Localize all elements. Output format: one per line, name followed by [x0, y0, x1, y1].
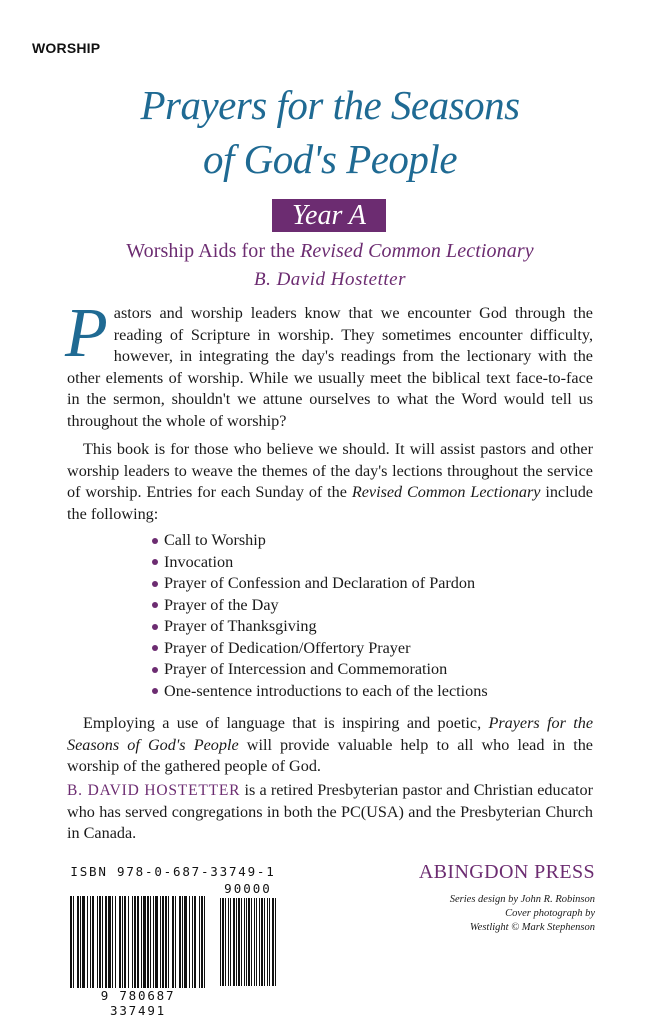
barcode-bar — [128, 896, 129, 988]
list-item — [150, 659, 488, 681]
subtitle — [0, 240, 660, 263]
subtitle-emphasis: Revised Common Lectionary — [300, 240, 534, 262]
barcode-bar — [137, 896, 139, 988]
list-item-label: Invocation — [164, 552, 234, 571]
bullet-icon — [152, 538, 158, 544]
barcode — [68, 864, 288, 1018]
drop-cap: P — [65, 295, 108, 372]
barcode-bar — [97, 896, 98, 988]
barcode-bar — [179, 896, 181, 988]
list-item-label: Prayer of the Day — [164, 595, 279, 614]
barcode-addon-bar — [275, 898, 276, 986]
barcode-addon-digits: 90000 — [224, 881, 272, 896]
barcode-addon-bar — [228, 898, 229, 986]
barcode-addon-bar — [256, 898, 257, 986]
closing-prefix: Employing a use of language that is inspiring and poetic, — [83, 714, 489, 732]
author-name: B. David Hostetter — [253, 269, 406, 290]
feature-list — [150, 530, 488, 702]
category-label: WORSHIP — [32, 40, 101, 56]
barcode-bar — [162, 896, 164, 988]
barcode-bar — [182, 896, 183, 988]
barcode-addon-bar — [267, 898, 268, 986]
barcode-addon-bar — [272, 898, 274, 986]
bullet-icon — [152, 667, 158, 673]
barcode-bar — [175, 896, 176, 988]
barcode-bar — [153, 896, 154, 988]
bullet-icon — [152, 645, 158, 651]
barcode-bar — [147, 896, 149, 988]
barcode-bar — [77, 896, 79, 988]
barcode-addon-bar — [254, 898, 255, 986]
barcode-bar — [172, 896, 174, 988]
list-item-label: Prayer of Intercession and Commemoration — [164, 660, 448, 678]
barcode-bar — [160, 896, 161, 988]
barcode-bar — [189, 896, 190, 988]
bullet-icon — [152, 602, 158, 608]
credit-line: Westlight © Mark Stephenson — [469, 922, 595, 933]
barcode-bar — [112, 896, 113, 988]
barcode-bar — [119, 896, 121, 988]
barcode-addon-bar — [269, 898, 270, 986]
barcode-bar — [141, 896, 142, 988]
barcode-addon-bar — [222, 898, 224, 986]
barcode-bar — [124, 896, 126, 988]
barcode-bar — [105, 896, 107, 988]
closing-paragraph — [67, 713, 593, 778]
barcode-bar — [92, 896, 94, 988]
barcode-addon-bar — [238, 898, 240, 986]
barcode-addon-bar — [220, 898, 221, 986]
barcode-addon-bar — [261, 898, 263, 986]
list-item-label: One-sentence introductions to each of the lections — [164, 681, 488, 700]
barcode-digits: 9 780687 337491 — [100, 988, 176, 1018]
barcode-bar — [122, 896, 123, 988]
book-title — [0, 78, 660, 186]
list-item — [150, 530, 488, 552]
barcode-bar — [80, 896, 81, 988]
title-line-1: Prayers for the Seasons — [140, 82, 520, 128]
isbn-text: ISBN 978-0-687-33749-1 — [70, 864, 276, 879]
credits — [380, 893, 595, 935]
year-badge: Year A — [272, 199, 386, 232]
barcode-addon-bar — [236, 898, 237, 986]
barcode-addon-bar — [264, 898, 265, 986]
barcode-bar — [132, 896, 133, 988]
barcode-addon-bar — [251, 898, 252, 986]
credit-line: Series design by John R. Robinson — [449, 894, 595, 905]
bullet-icon — [152, 581, 158, 587]
barcode-bar — [82, 896, 85, 988]
list-item-label: Prayer of Confession and Declaration of Pardon — [164, 574, 476, 592]
barcode-bar — [99, 896, 101, 988]
list-item-label: Prayer of Thanksgiving — [164, 617, 317, 635]
list-item — [150, 638, 488, 660]
barcode-bar — [165, 896, 167, 988]
purpose-text: This book is for those who believe we should. It will assist pastors and other worship leaders to weave the themes of the day's lections throughout the service of worship. Entries for each Sunday of the — [67, 440, 593, 501]
author-bio — [67, 780, 593, 845]
barcode-addon-bar — [244, 898, 245, 986]
bio-name: B. DAVID HOSTETTER — [67, 782, 241, 799]
closing-suffix: will provide valuable help to all who lead in the worship of the gathered people of God. — [67, 735, 593, 775]
subtitle-prefix: Worship Aids for the — [126, 240, 301, 262]
barcode-bar — [90, 896, 91, 988]
barcode-bar — [150, 896, 151, 988]
purpose-paragraph — [67, 439, 593, 525]
list-item — [150, 573, 488, 595]
barcode-addon-bar — [233, 898, 235, 986]
barcode-bar — [194, 896, 196, 988]
barcode-bar — [184, 896, 187, 988]
purpose-suffix: include the following: — [67, 483, 593, 523]
intro-paragraph — [65, 295, 593, 432]
barcode-addon-bar — [248, 898, 250, 986]
title-line-2: of God's People — [202, 136, 458, 182]
barcode-bar — [155, 896, 158, 988]
purpose-emphasis: Revised Common Lectionary — [351, 483, 541, 501]
bullet-icon — [152, 688, 158, 694]
barcode-bar — [73, 896, 74, 988]
list-item — [150, 616, 488, 638]
barcode-bar — [87, 896, 88, 988]
barcode-bar — [115, 896, 116, 988]
barcode-addon-bar — [241, 898, 242, 986]
barcode-bar — [199, 896, 200, 988]
bullet-icon — [152, 624, 158, 630]
barcode-bar — [168, 896, 169, 988]
list-item-label: Call to Worship — [164, 531, 266, 549]
list-item — [150, 681, 488, 703]
list-item-label: Prayer of Dedication/Offertory Prayer — [164, 638, 411, 657]
barcode-bar — [201, 896, 203, 988]
credit-line: Cover photograph by — [505, 908, 595, 919]
barcode-bar — [134, 896, 136, 988]
bullet-icon — [152, 559, 158, 565]
barcode-bar — [70, 896, 72, 988]
list-item — [150, 595, 488, 617]
barcode-addon-bar — [246, 898, 247, 986]
barcode-addon-bar — [259, 898, 260, 986]
bio-text: is a retired Presbyterian pastor and Christian educator who has served congregations in both the PC(USA) and the Presbyterian Church in Canada. — [67, 781, 593, 842]
barcode-bar — [204, 896, 205, 988]
intro-text: astors and worship leaders know that we encounter God through the reading of Scripture in worship. They sometimes encounter difficulty, however, in integrating the day's readings from the lectionary with the other elements of worship. While we usually meet the biblical text face-to-face in the sermon, shouldn't we attune ourselves to what the Word would tell us throughout the whole of worship? — [67, 304, 593, 430]
barcode-bar — [108, 896, 111, 988]
barcode-bar — [102, 896, 103, 988]
publisher-name: ABINGDON PRESS — [418, 861, 595, 883]
barcode-addon-bar — [230, 898, 231, 986]
barcode-bar — [143, 896, 146, 988]
closing-emphasis: Prayers for the Seasons of God's People — [67, 714, 593, 754]
barcode-addon-bar — [225, 898, 226, 986]
list-item — [150, 552, 488, 574]
barcode-bar — [192, 896, 193, 988]
